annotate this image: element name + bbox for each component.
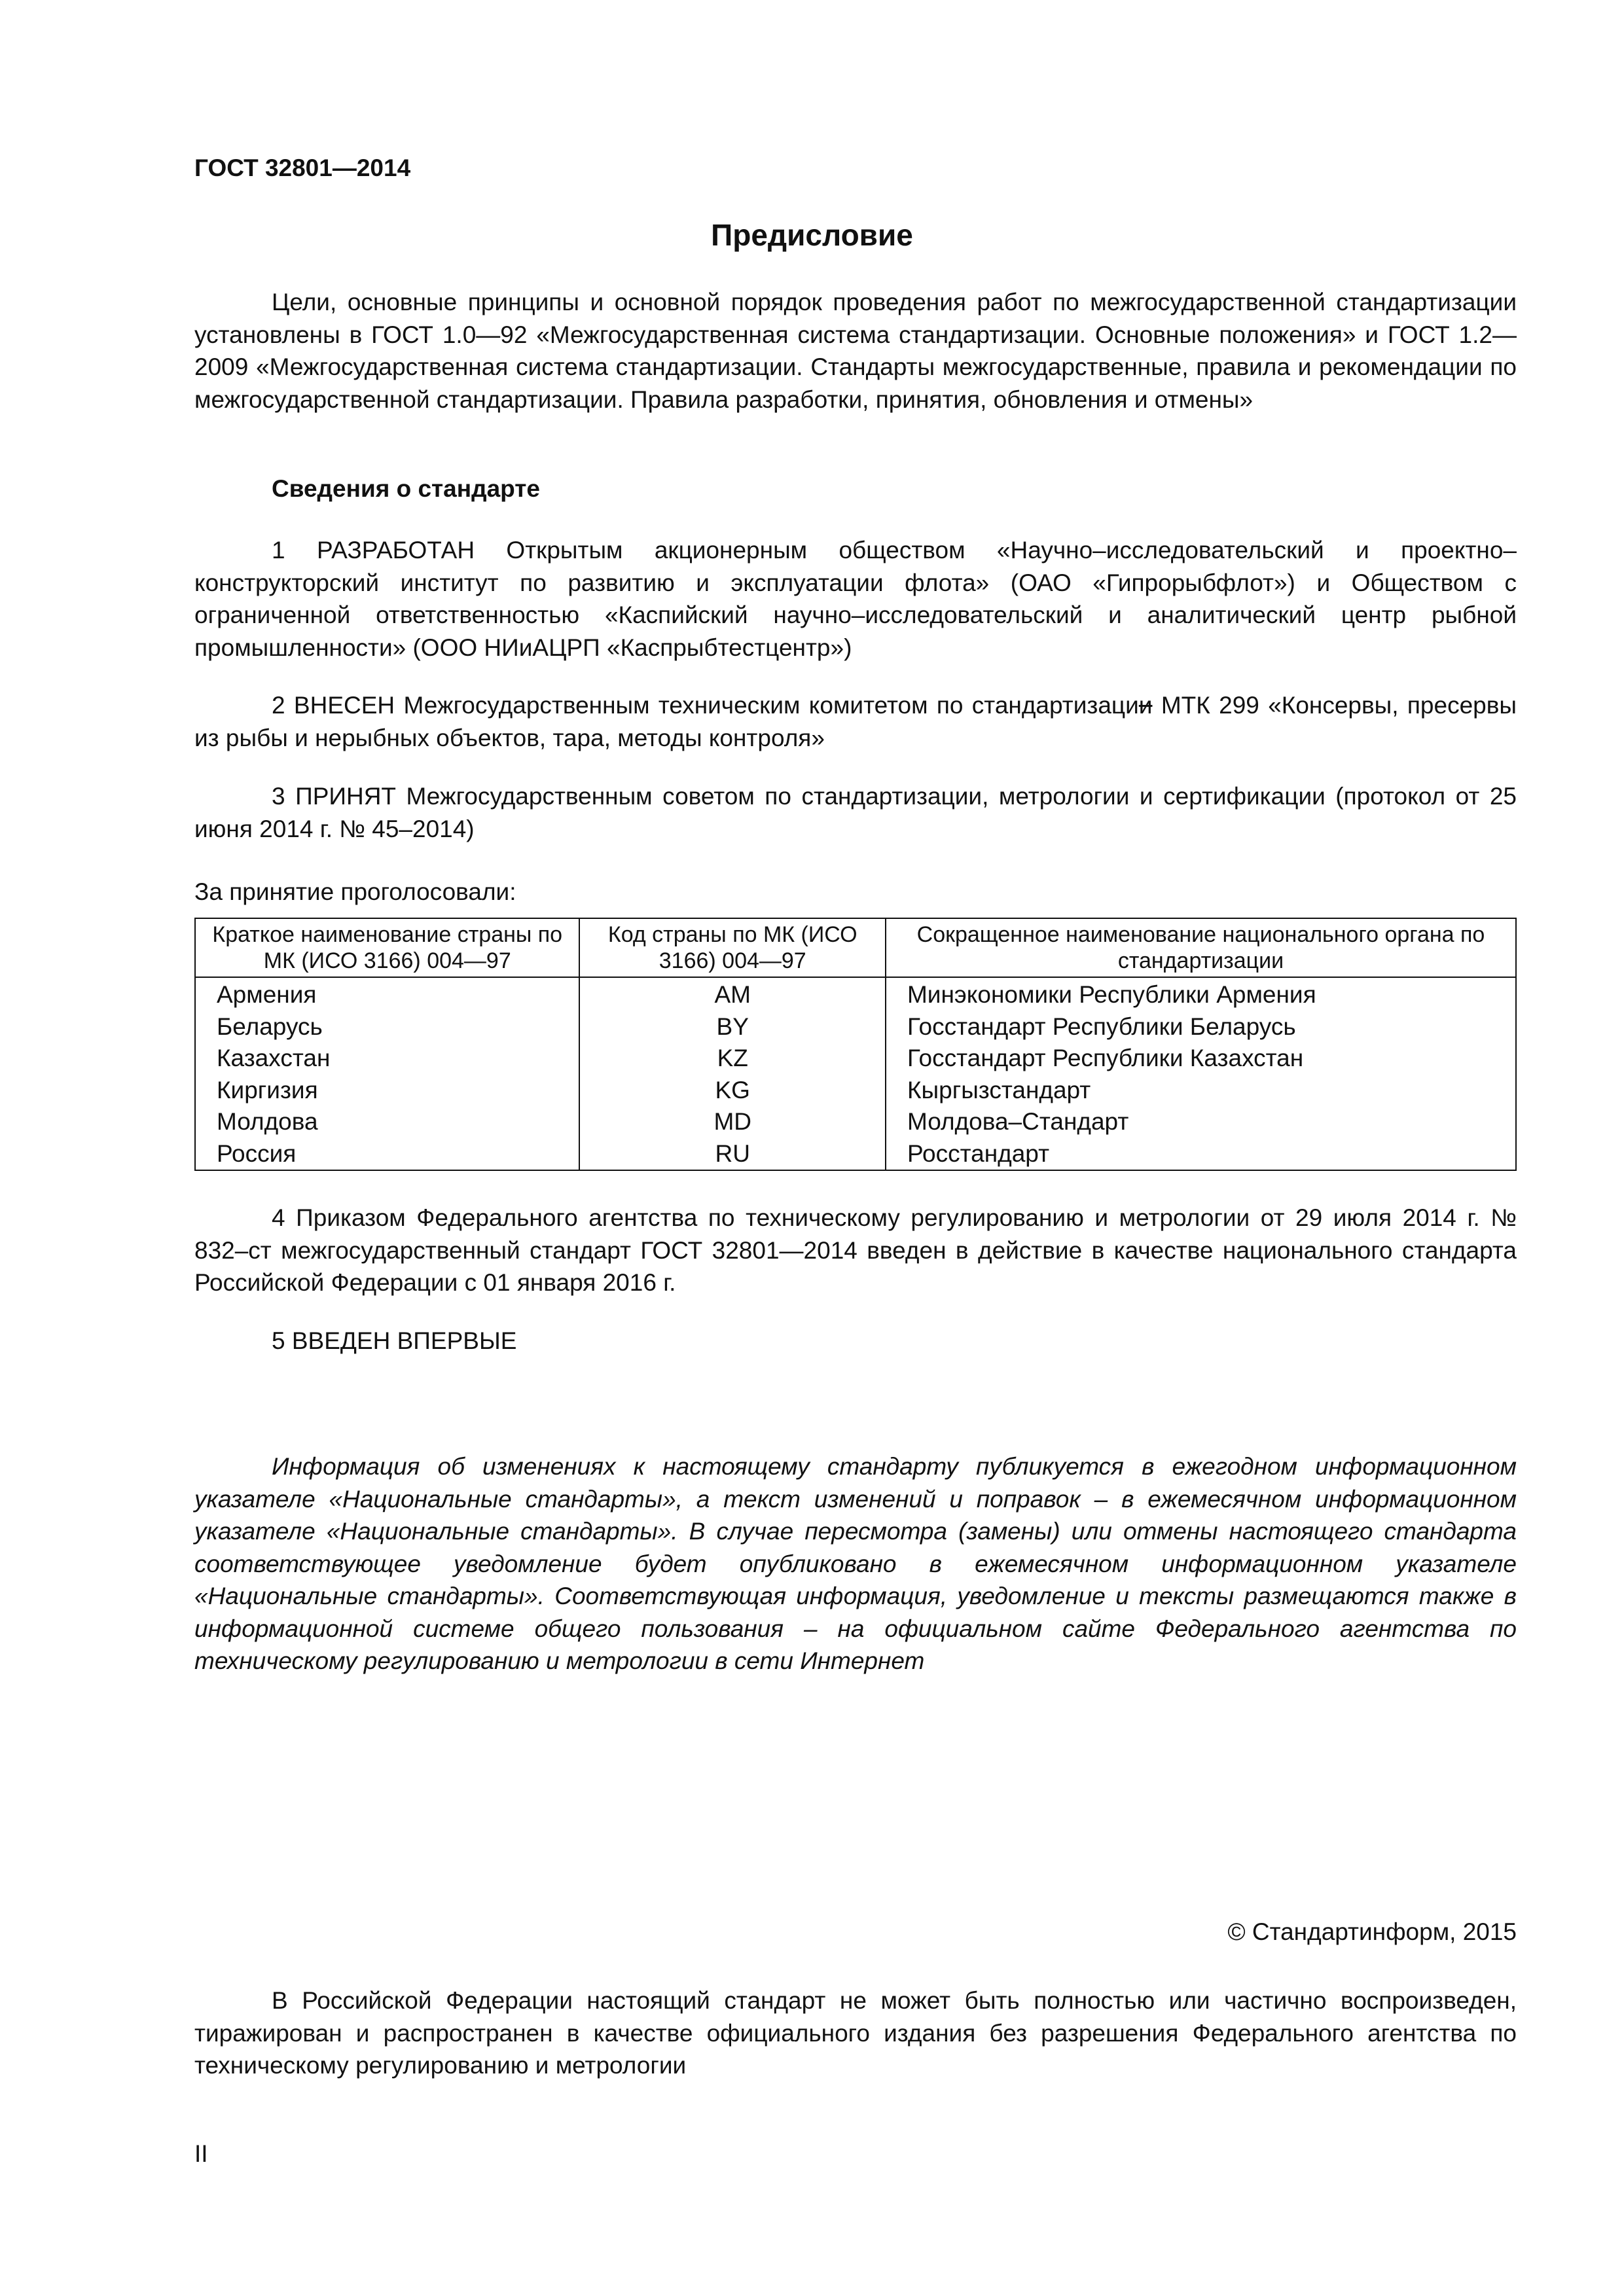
info-heading: Сведения о стандарте — [272, 475, 540, 502]
cell-country: Армения — [195, 977, 579, 1011]
item-introduced — [194, 689, 1517, 754]
table-row — [195, 1138, 1516, 1171]
item-introduced-struck: и — [1138, 692, 1153, 719]
table-row — [195, 1043, 1516, 1075]
header-country: Краткое наименование страны по МК (ИСО 3166) 004—97 — [195, 918, 579, 977]
rights-paragraph: В Российской Федерации настоящий стандарт не может быть полностью или частично воспроизведен, тиражирован и распространен в качестве официального издания без разрешения Федерального агентства по техническому регулированию и метрологии — [194, 1987, 1517, 2079]
copyright-notice: © Стандартинформ, 2015 — [1227, 1918, 1517, 1945]
votes-table-header-row — [195, 918, 1516, 977]
item-first-introduced: 5 ВВЕДЕН ВПЕРВЫЕ — [272, 1327, 517, 1354]
votes-caption: За принятие проголосовали: — [194, 878, 516, 905]
table-row — [195, 1011, 1516, 1043]
changes-info-paragraph: Информация об изменениях к настоящему стандарту публикуется в ежегодном информационном указателе «Национальные стандарты», а текст изменений и поправок – в ежемесячном информационном указателе «Национальные стандарты». В случае пересмотра (замены) или отмены настоящего стандарта соответствующее уведомление будет опубликовано в ежемесячном информационном указателе «Национальные стандарты». Соответствующая информация, уведомление и тексты размещаются также в информационной системе общего пользования – на официальном сайте Федерального агентства по техническому регулированию и метрологии в сети Интернет — [194, 1453, 1517, 1674]
cell-code: BY — [579, 1011, 885, 1043]
cell-code: RU — [579, 1138, 885, 1171]
votes-table — [194, 918, 1517, 1171]
cell-code: KG — [579, 1075, 885, 1107]
item-introduced-part-a: 2 ВНЕСЕН Межгосударственным техническим комитетом по стандартизаци — [272, 692, 1139, 719]
cell-national-body: Минэкономики Республики Армения — [886, 977, 1516, 1011]
intro-paragraph: Цели, основные принципы и основной порядок проведения работ по межгосударственной стандартизации установлены в ГОСТ 1.0—92 «Межгосударственная система стандартизации. Основные положения» и ГОСТ 1.2—2009 «Межгосударственная система стандартизации. Стандарты межгосударственные, правила и рекомендации по межгосударственной стандартизации. Правила разработки, принятия, обновления и отмены» — [194, 289, 1517, 413]
table-row — [195, 1106, 1516, 1138]
cell-country: Молдова — [195, 1106, 579, 1138]
page-number: II — [194, 2140, 208, 2167]
cell-country: Беларусь — [195, 1011, 579, 1043]
header-national-body: Сокращенное наименование национального органа по стандартизации — [886, 918, 1516, 977]
cell-code: AM — [579, 977, 885, 1011]
cell-national-body: Госстандарт Республики Беларусь — [886, 1011, 1516, 1043]
item-developed: 1 РАЗРАБОТАН Открытым акционерным обществом «Научно–исследовательский и проектно–конструкторский институт по развитию и эксплуатации флота» (ОАО «Гипрорыбфлот») и Обществом с ограниченной ответственностью «Каспийский научно–исследовательский и аналитический центр рыбной промышленности» (ООО НИиАЦРП «Каспрыбтестцентр») — [194, 537, 1517, 661]
cell-national-body: Кыргызстандарт — [886, 1075, 1516, 1107]
cell-national-body: Госстандарт Республики Казахстан — [886, 1043, 1516, 1075]
table-row — [195, 1075, 1516, 1107]
page-title: Предисловие — [711, 218, 913, 252]
table-row — [195, 977, 1516, 1011]
item-introduced-part-b: МТК 299 «Консервы, пресервы из рыбы и нерыбных объектов, тара, методы контроля» — [194, 692, 1517, 751]
cell-country: Казахстан — [195, 1043, 579, 1075]
document-id-header: ГОСТ 32801—2014 — [194, 154, 411, 181]
item-order: 4 Приказом Федерального агентства по техническому регулированию и метрологии от 29 июля 2014 г. № 832–ст межгосударственный стандарт ГОСТ 32801—2014 введен в действие в качестве национального стандарта Российской Федерации с 01 января 2016 г. — [194, 1204, 1517, 1296]
cell-country: Россия — [195, 1138, 579, 1171]
cell-national-body: Молдова–Стандарт — [886, 1106, 1516, 1138]
cell-national-body: Росстандарт — [886, 1138, 1516, 1171]
item-adopted: 3 ПРИНЯТ Межгосударственным советом по стандартизации, метрологии и сертификации (протокол от 25 июня 2014 г. № 45–2014) — [194, 783, 1517, 842]
cell-country: Киргизия — [195, 1075, 579, 1107]
cell-code: MD — [579, 1106, 885, 1138]
header-code: Код страны по МК (ИСО 3166) 004—97 — [579, 918, 885, 977]
cell-code: KZ — [579, 1043, 885, 1075]
